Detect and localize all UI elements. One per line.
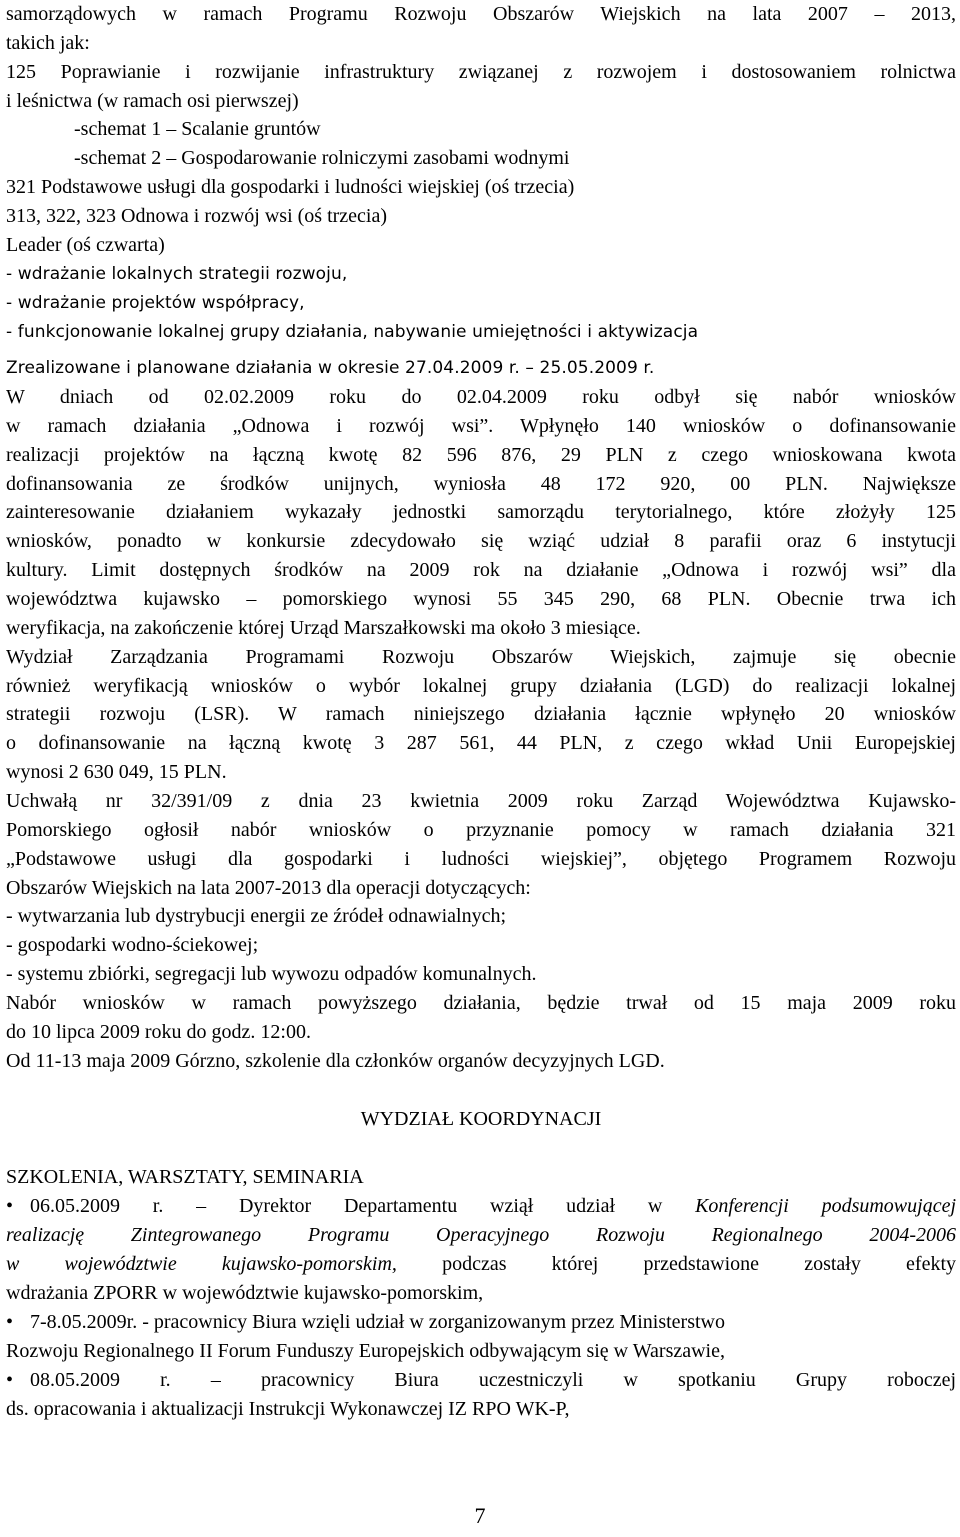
text-line: takich jak: — [6, 32, 90, 54]
bullet-text: 08.05.2009 r. – pracownicy Biura uczestniczyli w spotkaniu Grupy roboczej — [30, 1369, 956, 1391]
text-line: dofinansowania ze środków unijnych, wyniosła 48 172 920, 00 PLN. Największe — [6, 473, 956, 495]
bullet-icon: • — [6, 1195, 14, 1217]
text-line: W dniach od 02.02.2009 roku do 02.04.2009 roku odbył się nabór wniosków — [6, 386, 956, 408]
text-line: Od 11-13 maja 2009 Górzno, szkolenie dla członków organów decyzyjnych LGD. — [6, 1050, 665, 1072]
bullet-italic: realizację Zintegrowanego Programu Operacyjnego Rozwoju Regionalnego 2004-2006 — [6, 1224, 956, 1246]
text-line: Rozwoju Regionalnego II Forum Funduszy Europejskich odbywającym się w Warszawie, — [6, 1340, 725, 1362]
text-line: ds. opracowania i aktualizacji Instrukcji Wykonawczej IZ RPO WK-P, — [6, 1398, 570, 1420]
text-line: - systemu zbiórki, segregacji lub wywozu odpadów komunalnych. — [6, 963, 537, 985]
text-line: - wdrażanie projektów współpracy, — [6, 293, 305, 313]
text-line: -schemat 2 – Gospodarowanie rolniczymi zasobami wodnymi — [74, 147, 570, 169]
bullet-item — [6, 1366, 956, 1395]
bullet-text: 06.05.2009 r. – Dyrektor Departamentu wziął udział w — [30, 1195, 663, 1217]
bullet-icon: • — [6, 1369, 14, 1391]
bullet-text: 7-8.05.2009r. - pracownicy Biura wzięli udział w zorganizowanym przez Ministerstwo — [30, 1311, 725, 1333]
text-line: wdrażania ZPORR w województwie kujawsko-pomorskim, — [6, 1282, 484, 1304]
text-line: samorządowych w ramach Programu Rozwoju Obszarów Wiejskich na lata 2007 – 2013, — [6, 3, 956, 25]
text-line: wniosków, ponadto w konkursie zdecydowało się wziąć udział 8 parafii oraz 6 instytucji — [6, 530, 956, 552]
text-line: o dofinansowanie na łączną kwotę 3 287 561, 44 PLN, z czego wkład Unii Europejskiej — [6, 732, 956, 754]
text-line: Leader (oś czwarta) — [6, 234, 165, 256]
text-line: i leśnictwa (w ramach osi pierwszej) — [6, 90, 299, 112]
text-line — [6, 1221, 956, 1250]
bullet-italic: w województwie kujawsko-pomorskim, — [6, 1253, 397, 1275]
text-line: strategii rozwoju (LSR). W ramach niniejszego działania łącznie wpłynęło 20 wniosków — [6, 703, 956, 725]
text-line: wynosi 2 630 049, 15 PLN. — [6, 761, 227, 783]
text-line: - funkcjonowanie lokalnej grupy działania, nabywanie umiejętności i aktywizacja — [6, 322, 699, 342]
text-line: - gospodarki wodno-ściekowej; — [6, 934, 259, 956]
text-line: kultury. Limit dostępnych środków na 2009 rok na działanie „Odnowa i rozwój wsi” dla — [6, 559, 956, 581]
text-line — [6, 1250, 956, 1279]
text-line: 125 Poprawianie i rozwijanie infrastruktury związanej z rozwojem i dostosowaniem rolnictwa — [6, 61, 956, 83]
text-line: 313, 322, 323 Odnowa i rozwój wsi (oś trzecia) — [6, 205, 388, 227]
text-line: realizacji projektów na łączną kwotę 82 596 876, 29 PLN z czego wnioskowana kwota — [6, 444, 956, 466]
bullet-item — [6, 1192, 956, 1221]
text-line: - wdrażanie lokalnych strategii rozwoju, — [6, 264, 348, 284]
bullet-text: podczas której przedstawione zostały efekty — [442, 1253, 957, 1275]
text-line: w ramach działania „Odnowa i rozwój wsi”. Wpłynęło 140 wniosków o dofinansowanie — [6, 415, 956, 437]
text-line: -schemat 1 – Scalanie gruntów — [74, 118, 321, 140]
bullet-italic: Konferencji podsumowującej — [695, 1195, 957, 1217]
text-line: do 10 lipca 2009 roku do godz. 12:00. — [6, 1021, 311, 1043]
bullet-icon: • — [6, 1311, 14, 1333]
text-line: Uchwałą nr 32/391/09 z dnia 23 kwietnia 2009 roku Zarząd Województwa Kujawsko- — [6, 790, 956, 812]
text-line: weryfikacja, na zakończenie której Urząd Marszałkowski ma około 3 miesiące. — [6, 617, 641, 639]
text-line: Obszarów Wiejskich na lata 2007-2013 dla operacji dotyczących: — [6, 877, 531, 899]
text-line: województwa kujawsko – pomorskiego wynosi 55 345 290, 68 PLN. Obecnie trwa ich — [6, 588, 956, 610]
page-number: 7 — [474, 1503, 486, 1528]
text-line: również weryfikacją wniosków o wybór lokalnej grupy działania (LGD) do realizacji lokalnej — [6, 675, 956, 697]
text-line: Wydział Zarządzania Programami Rozwoju Obszarów Wiejskich, zajmuje się obecnie — [6, 646, 956, 668]
text-line: 321 Podstawowe usługi dla gospodarki i ludności wiejskiej (oś trzecia) — [6, 176, 575, 198]
text-line: Zrealizowane i planowane działania w okresie 27.04.2009 r. – 25.05.2009 r. — [6, 358, 655, 378]
section-title: WYDZIAŁ KOORDYNACJI — [360, 1108, 602, 1130]
subsection-title: SZKOLENIA, WARSZTATY, SEMINARIA — [6, 1166, 364, 1188]
text-line: - wytwarzania lub dystrybucji energii ze źródeł odnawialnych; — [6, 905, 507, 927]
text-line: zainteresowanie działaniem wykazały jednostki samorządu terytorialnego, które złożyły 125 — [6, 501, 956, 523]
text-line: Nabór wniosków w ramach powyższego działania, będzie trwał od 15 maja 2009 roku — [6, 992, 956, 1014]
bullet-item — [6, 1308, 956, 1337]
text-line: „Podstawowe usługi dla gospodarki i ludności wiejskiej”, objętego Programem Rozwoju — [6, 848, 956, 870]
text-line: Pomorskiego ogłosił nabór wniosków o przyznanie pomocy w ramach działania 321 — [6, 819, 956, 841]
